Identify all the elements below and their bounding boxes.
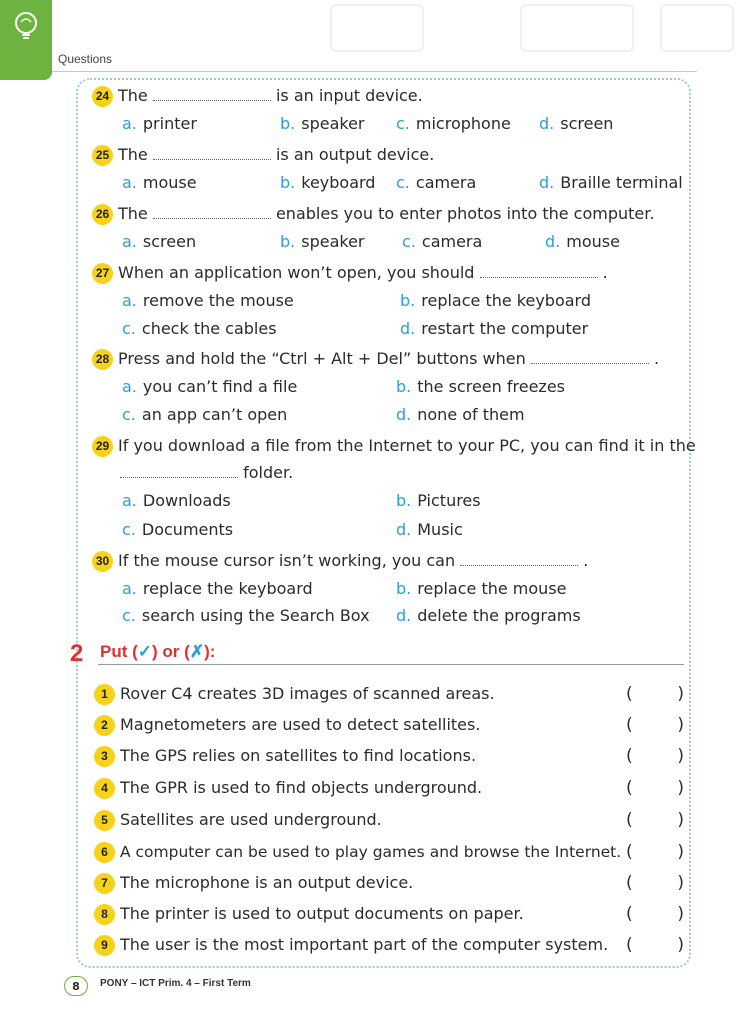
option-a: a. you can’t find a file	[122, 377, 298, 396]
question-text: When an application won’t open, you should	[118, 263, 475, 282]
question-28	[92, 348, 659, 370]
background-doodle	[660, 4, 734, 52]
section-tab-label: Questions	[58, 52, 113, 66]
option-a: a. screen	[122, 232, 197, 251]
answer-box-1[interactable]: ( )	[626, 684, 684, 704]
answer-box-2[interactable]: ( )	[626, 715, 684, 735]
question-30	[92, 550, 588, 572]
question-text: .	[653, 349, 660, 368]
option-b: b. replace the keyboard	[400, 291, 592, 310]
option-b: b. speaker	[280, 232, 365, 251]
question-25	[92, 144, 434, 166]
question-26	[92, 203, 654, 225]
option-b: b. Pictures	[396, 491, 481, 510]
question-number: 24	[92, 86, 113, 107]
option-a: a. remove the mouse	[122, 291, 294, 310]
option-d: d. screen	[539, 114, 614, 133]
page-number: 8	[64, 976, 88, 996]
question-text: If the mouse cursor isn’t working, you can	[118, 551, 456, 570]
option-d: d. mouse	[545, 232, 620, 251]
question-number: 25	[92, 145, 113, 166]
option-d: d. restart the computer	[400, 319, 589, 338]
question-27	[92, 262, 608, 284]
question-29	[92, 435, 696, 457]
question-text: is an output device.	[275, 145, 435, 164]
question-text: .	[602, 263, 608, 282]
question-text: is an input device.	[275, 86, 423, 105]
answer-box-7[interactable]: ( )	[626, 873, 684, 893]
statement-5: 5 Satellites are used underground.	[94, 809, 382, 831]
question-24	[92, 85, 423, 107]
background-doodle	[520, 4, 634, 52]
answer-box-9[interactable]: ( )	[626, 935, 684, 955]
question-text: The	[118, 86, 148, 105]
cross-mark-icon: ✗	[189, 642, 205, 661]
option-b: b. speaker	[280, 114, 365, 133]
question-text: If you download a file from the Internet to your PC, you can find it in the	[118, 436, 696, 455]
question-number: 30	[92, 551, 113, 572]
statement-4: 4 The GPR is used to find objects underground.	[94, 777, 482, 799]
section-rule	[98, 664, 684, 665]
answer-box-3[interactable]: ( )	[626, 746, 684, 766]
answer-blank[interactable]	[153, 86, 271, 101]
option-c: c. Documents	[122, 520, 234, 539]
option-b: b. keyboard	[280, 173, 376, 192]
question-text: The	[118, 145, 148, 164]
background-doodle	[330, 4, 424, 52]
question-number: 29	[92, 436, 113, 457]
section-number: 2	[70, 640, 84, 667]
answer-box-4[interactable]: ( )	[626, 778, 684, 798]
answer-blank[interactable]	[153, 145, 271, 160]
option-a: a. printer	[122, 114, 197, 133]
option-d: d. none of them	[396, 405, 525, 424]
option-a: a. mouse	[122, 173, 197, 192]
question-text: The	[118, 204, 148, 223]
option-c: c. camera	[396, 173, 477, 192]
option-c: c. search using the Search Box	[122, 606, 370, 625]
option-c: c. microphone	[396, 114, 511, 133]
answer-box-5[interactable]: ( )	[626, 810, 684, 830]
answer-blank[interactable]	[153, 204, 271, 219]
check-mark-icon: ✓	[137, 642, 153, 661]
option-b: b. replace the mouse	[396, 579, 567, 598]
question-number: 27	[92, 263, 113, 284]
statement-3: 3 The GPS relies on satellites to find locations.	[94, 745, 476, 767]
corner-badge	[0, 0, 52, 80]
option-c: c. camera	[402, 232, 483, 251]
option-a: a. replace the keyboard	[122, 579, 313, 598]
question-text: Press and hold the “Ctrl + Alt + Del” buttons when	[118, 349, 526, 368]
statement-1: 1 Rover C4 creates 3D images of scanned areas.	[94, 683, 495, 705]
option-d: d. delete the programs	[396, 606, 581, 625]
option-c: c. check the cables	[122, 319, 277, 338]
question-text: .	[583, 551, 589, 570]
answer-blank[interactable]	[480, 263, 598, 278]
option-a: a. Downloads	[122, 491, 231, 510]
question-text: folder.	[243, 463, 294, 482]
statement-7: 7 The microphone is an output device.	[94, 872, 413, 894]
question-29-line2	[120, 462, 293, 484]
section-title: Put (✓) or (✗):	[100, 642, 216, 661]
answer-box-8[interactable]: ( )	[626, 904, 684, 924]
option-c: c. an app can’t open	[122, 405, 288, 424]
lightbulb-icon	[9, 8, 43, 42]
book-title: PONY – ICT Prim. 4 – First Term	[100, 978, 251, 989]
header-rule	[52, 71, 697, 72]
option-d: d. Music	[396, 520, 463, 539]
question-number: 28	[92, 349, 113, 370]
answer-blank[interactable]	[120, 463, 238, 478]
statement-6: 6 A computer can be used to play games and browse the Internet.	[94, 841, 621, 863]
answer-box-6[interactable]: ( )	[626, 842, 684, 862]
option-d: d. Braille terminal	[539, 173, 683, 192]
question-number: 26	[92, 204, 113, 225]
answer-blank[interactable]	[460, 551, 578, 566]
question-text: enables you to enter photos into the computer.	[275, 204, 655, 223]
answer-blank[interactable]	[531, 349, 649, 364]
statement-9: 9 The user is the most important part of the computer system.	[94, 934, 608, 956]
option-b: b. the screen freezes	[396, 377, 565, 396]
statement-8: 8 The printer is used to output documents on paper.	[94, 903, 524, 925]
statement-2: 2 Magnetometers are used to detect satellites.	[94, 714, 480, 736]
